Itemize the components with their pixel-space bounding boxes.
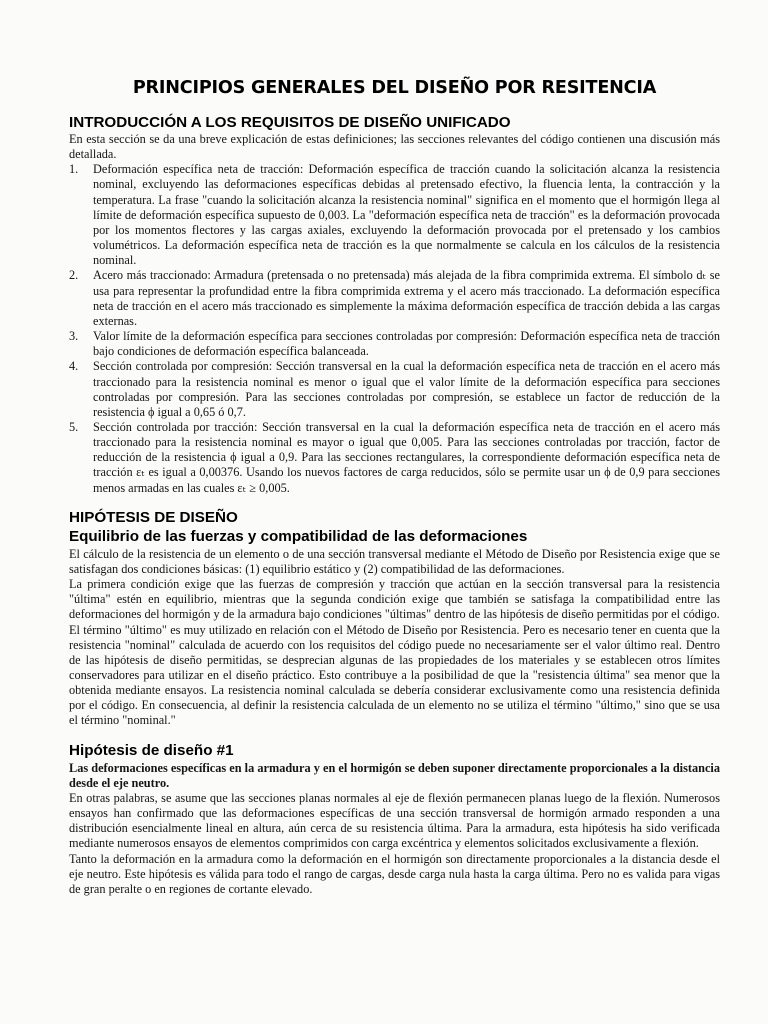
- list-item: [69, 329, 720, 359]
- paragraph: La primera condición exige que las fuerzas de compresión y tracción que actúan en la sección transversal para la resistencia "última" estén en equilibrio, mientras que la segunda condición exige que también se satisfaga la compatibilidad entre las deformaciones del hormigón y de la armadura bajo condiciones "últimas" dentro de las hipótesis de diseño permitidas por el código.: [69, 577, 720, 622]
- list-item: [69, 268, 720, 329]
- intro-section: [69, 114, 720, 496]
- hypotheses-subheading: Equilibrio de las fuerzas y compatibilidad de las deformaciones: [69, 527, 528, 545]
- list-item-number: 1.: [69, 162, 79, 177]
- list-item: [69, 420, 720, 496]
- paragraph: En otras palabras, se asume que las secciones planas normales al eje de flexión permanecen planas luego de la flexión. Numerosos ensayos han confirmado que las deformaciones específicas de una sección transversal de hormigón armado responden a una distribución esencialmente lineal en altura, aún cerca de su resistencia última. Para la armadura, esta hipótesis ha sido verificada mediante numerosos ensayos de elementos comprimidos con carga excéntrica y elementos solicitados exclusivamente a flexión.: [69, 790, 720, 851]
- hypotheses-heading: HIPÓTESIS DE DISEÑO: [69, 508, 238, 526]
- intro-heading: INTRODUCCIÓN A LOS REQUISITOS DE DISEÑO UNIFICADO: [69, 114, 511, 131]
- intro-paragraph: En esta sección se da una breve explicación de estas definiciones; las secciones relevantes del código contienen una discusión más detallada.: [69, 132, 720, 162]
- list-item: [69, 359, 720, 420]
- paragraph: Tanto la deformación en la armadura como la deformación en el hormigón son directamente proporcionales a la distancia desde el eje neutro. Este hipótesis es válida para todo el rango de cargas, desde carga nula hasta la carga última. Pero no es valida para vigas de gran peralte o en regiones de cortante elevado.: [69, 851, 720, 896]
- paragraph: El término "último" es muy utilizado en relación con el Método de Diseño por Resistencia. Pero es necesario tener en cuenta que la resistencia "nominal" calculada de acuerdo con los requisitos del código puede no necesariamente ser el valor último real. Dentro de las hipótesis de diseño permitidas, se desprecian algunas de las propiedades de los materiales y se establecen otros límites conservadores para utilizar en el diseño práctico. Esto contribuye a la posibilidad de que la "resistencia última" sea menor que la obtenida mediante ensayos. La resistencia nominal calculada se debería considerar exclusivamente como una resistencia definida por el código. En consecuencia, al definir la resistencia calculada de un elemento no se utiliza el término "último," sino que se usa el término "nominal.": [69, 622, 720, 728]
- definitions-list: [69, 162, 720, 495]
- hypothesis-1-statement: Las deformaciones específicas en la armadura y en el hormigón se deben suponer directamente proporcionales a la distancia desde el eje neutro.: [69, 760, 720, 790]
- hypothesis-1-section: [69, 741, 720, 897]
- list-item-text: Sección controlada por tracción: Sección transversal en la cual la deformación específica neta de tracción en el acero más traccionado para la resistencia nominal es mayor o igual que 0,005. Para las secciones controladas por tracción, factor de reducción de la resistencia ϕ igual a 0,9. Para las secciones rectangulares, la correspondiente deformación específica neta de tracción εₜ es igual a 0,00376. Usando los nuevos factores de carga reducidos, sólo se permite usar un ϕ de 0,9 para secciones menos armadas en las cuales εₜ ≥ 0,005.: [93, 419, 720, 495]
- list-item-number: 5.: [69, 419, 79, 434]
- page-title: PRINCIPIOS GENERALES DEL DISEÑO POR RESITENCIA: [132, 78, 657, 98]
- list-item-number: 4.: [69, 359, 79, 374]
- list-item-text: Sección controlada por compresión: Sección transversal en la cual la deformación específica neta de tracción en el acero más traccionado para la resistencia nominal es menor o igual que el valor límite de la deformación específica para secciones controladas por compresión. Para las secciones controladas por compresión, se establece un factor de reducción de la resistencia ϕ igual a 0,65 ó 0,7.: [93, 359, 720, 419]
- list-item-number: 3.: [69, 329, 79, 344]
- section-spacer: [69, 729, 720, 741]
- list-item-text: Acero más traccionado: Armadura (pretensada o no pretensada) más alejada de la fibra comprimida extrema. El símbolo dₜ se usa para representar la profundidad entre la fibra comprimida extrema y el acero más traccionado. La deformación específica neta de tracción en el acero más traccionado es simplemente la máxima deformación específica de tracción debida a las cargas externas.: [93, 268, 720, 328]
- list-item-text: Valor límite de la deformación específica para secciones controladas por compresión: Deformación específica neta de tracción bajo condiciones de deformación específica balanceada.: [93, 329, 720, 359]
- hypothesis-1-heading: Hipótesis de diseño #1: [69, 741, 234, 759]
- hypotheses-section: [69, 509, 720, 729]
- section-spacer: [69, 496, 720, 509]
- list-item-number: 2.: [69, 268, 79, 283]
- paragraph: El cálculo de la resistencia de un elemento o de una sección transversal mediante el Método de Diseño por Resistencia exige que se satisfagan dos condiciones básicas: (1) equilibrio estático y (2) compatibilidad de las deformaciones.: [69, 546, 720, 576]
- list-item-text: Deformación específica neta de tracción: Deformación específica de tracción cuando la solicitación alcanza la resistencia nominal, excluyendo las deformaciones específicas debidas al pretensado efectivo, la fluencia lenta, la contracción y la temperatura. La frase "cuando la solicitación alcanza la resistencia nominal" significa en el momento que el hormigón llega al límite de deformación específica supuesto de 0,003. La "deformación específica neta de tracción" es la deformación provocada por los momentos flectores y las cargas axiales, excluyendo la deformación provocada por el pretensado y los cambios volumétricos. La deformación específica neta de tracción es la que normalmente se calcula en los cálculos de la resistencia nominal.: [93, 162, 720, 268]
- list-item: [69, 162, 720, 268]
